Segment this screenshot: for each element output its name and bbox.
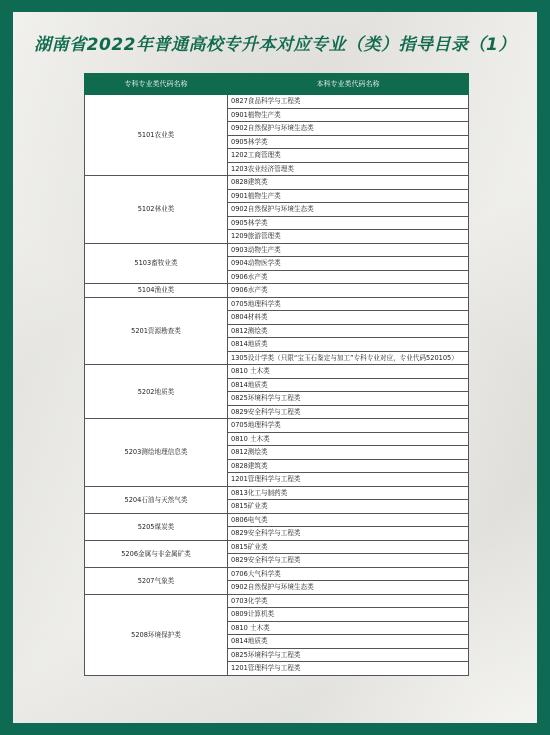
bachelor-major-cell: 1203农业经济管理类 xyxy=(228,162,469,176)
bachelor-major-cell: 0906水产类 xyxy=(228,270,469,284)
bachelor-major-cell: 0902自然保护与环境生态类 xyxy=(228,581,469,595)
associate-major-cell: 5201资源勘查类 xyxy=(85,297,228,365)
bachelor-major-cell: 0706大气科学类 xyxy=(228,567,469,581)
bachelor-major-cell: 0829安全科学与工程类 xyxy=(228,405,469,419)
associate-major-cell: 5103畜牧业类 xyxy=(85,243,228,284)
bachelor-major-cell: 0705地理科学类 xyxy=(228,297,469,311)
table-body xyxy=(85,95,469,676)
table-row xyxy=(85,365,469,379)
bachelor-major-cell: 0812测绘类 xyxy=(228,324,469,338)
associate-major-cell: 5207气象类 xyxy=(85,567,228,594)
table-row xyxy=(85,243,469,257)
bachelor-major-cell: 0902自然保护与环境生态类 xyxy=(228,122,469,136)
associate-major-cell: 5204石油与天然气类 xyxy=(85,486,228,513)
bachelor-major-cell: 0905林学类 xyxy=(228,135,469,149)
bachelor-major-cell: 0810 土木类 xyxy=(228,621,469,635)
associate-major-cell: 5206金属与非金属矿类 xyxy=(85,540,228,567)
bachelor-major-cell: 0703化学类 xyxy=(228,594,469,608)
bachelor-major-cell: 1209旅游管理类 xyxy=(228,230,469,244)
header-bachelor-major: 本科专业类代码名称 xyxy=(228,74,469,95)
bachelor-major-cell: 0825环境科学与工程类 xyxy=(228,648,469,662)
bachelor-major-cell: 0809计算机类 xyxy=(228,608,469,622)
bachelor-major-cell: 0810 土木类 xyxy=(228,365,469,379)
associate-major-cell: 5208环境保护类 xyxy=(85,594,228,675)
table-row xyxy=(85,95,469,109)
associate-major-cell: 5104渔业类 xyxy=(85,284,228,298)
bachelor-major-cell: 0814地质类 xyxy=(228,635,469,649)
table-row xyxy=(85,567,469,581)
bachelor-major-cell: 0901植物生产类 xyxy=(228,189,469,203)
table-row xyxy=(85,297,469,311)
bachelor-major-cell: 0829安全科学与工程类 xyxy=(228,554,469,568)
bachelor-major-cell: 0705地理科学类 xyxy=(228,419,469,433)
bachelor-major-cell: 0906水产类 xyxy=(228,284,469,298)
bachelor-major-cell: 0813化工与制药类 xyxy=(228,486,469,500)
associate-major-cell: 5205煤炭类 xyxy=(85,513,228,540)
bachelor-major-cell: 0814地质类 xyxy=(228,378,469,392)
bachelor-major-cell: 0828建筑类 xyxy=(228,459,469,473)
table-row xyxy=(85,486,469,500)
bachelor-major-cell: 0825环境科学与工程类 xyxy=(228,392,469,406)
catalog-table xyxy=(84,73,469,676)
associate-major-cell: 5203测绘地理信息类 xyxy=(85,419,228,487)
page-title: 湖南省2022年普通高校专升本对应专业（类）指导目录（1） xyxy=(34,35,516,55)
bachelor-major-cell: 0828建筑类 xyxy=(228,176,469,190)
bachelor-major-cell: 0804材料类 xyxy=(228,311,469,325)
bachelor-major-cell: 0905林学类 xyxy=(228,216,469,230)
bachelor-major-cell: 0810 土木类 xyxy=(228,432,469,446)
table-row xyxy=(85,540,469,554)
bachelor-major-cell: 0902自然保护与环境生态类 xyxy=(228,203,469,217)
bachelor-major-cell: 0827食品科学与工程类 xyxy=(228,95,469,109)
table-header-row xyxy=(85,74,469,95)
associate-major-cell: 5101农业类 xyxy=(85,95,228,176)
bachelor-major-cell: 1202工商管理类 xyxy=(228,149,469,163)
bachelor-major-cell: 0903动物生产类 xyxy=(228,243,469,257)
bachelor-major-cell: 0815矿业类 xyxy=(228,540,469,554)
bachelor-major-cell: 1201管理科学与工程类 xyxy=(228,473,469,487)
bachelor-major-cell: 0814地质类 xyxy=(228,338,469,352)
associate-major-cell: 5202地质类 xyxy=(85,365,228,419)
bachelor-major-cell: 1305设计学类（只限“宝玉石鉴定与加工”专科专业对应，专业代码520105） xyxy=(228,351,469,365)
table-row xyxy=(85,176,469,190)
catalog-table-container xyxy=(84,73,468,676)
header-associate-major: 专科专业类代码名称 xyxy=(85,74,228,95)
table-row xyxy=(85,284,469,298)
table-row xyxy=(85,513,469,527)
bachelor-major-cell: 0812测绘类 xyxy=(228,446,469,460)
table-row xyxy=(85,594,469,608)
table-row xyxy=(85,419,469,433)
bachelor-major-cell: 0829安全科学与工程类 xyxy=(228,527,469,541)
bachelor-major-cell: 0901植物生产类 xyxy=(228,108,469,122)
bachelor-major-cell: 1201管理科学与工程类 xyxy=(228,662,469,676)
bachelor-major-cell: 0806电气类 xyxy=(228,513,469,527)
bachelor-major-cell: 0815矿业类 xyxy=(228,500,469,514)
associate-major-cell: 5102林业类 xyxy=(85,176,228,244)
bachelor-major-cell: 0904动物医学类 xyxy=(228,257,469,271)
